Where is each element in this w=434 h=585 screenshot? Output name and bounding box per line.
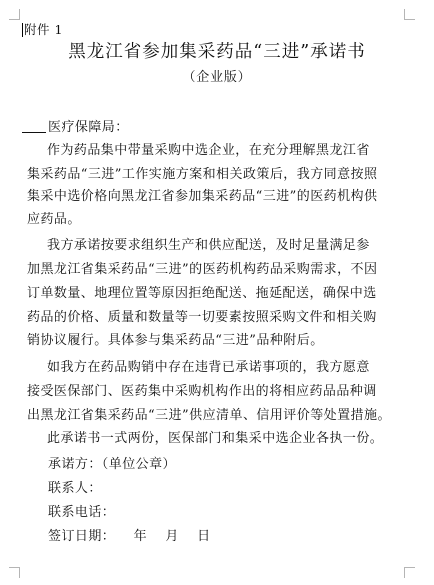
text-cursor [22,23,23,37]
page-corner-mark-bottom-right [404,567,415,578]
signature-promiser: 承诺方：（单位公章） [48,457,177,472]
paragraph-3-line-3: 出黑龙江省集采药品“三进”供应清单、信用评价等处置措施。 [27,408,391,423]
addressee: 医疗保障局： [48,120,129,135]
paragraph-1-line-2: 集采药品“三进”工作实施方案和相关政策后，我方同意按照 [27,167,378,182]
page-corner-mark-top-right [404,9,415,20]
paragraph-1-line-1: 作为药品集中带量采购中选企业，在充分理解黑龙江省 [47,143,370,158]
attachment-label: 附件 1 [24,22,63,37]
paragraph-3-line-1: 如我方在药品购销中存在违背已承诺事项的，我方愿意 [47,360,370,375]
page-corner-mark-top-left [9,9,20,20]
paragraph-2-line-2: 加黑龙江省集采药品“三进”的医药机构药品采购需求，不因 [27,262,378,277]
signature-contact: 联系人： [48,481,102,496]
paragraph-3-line-2: 接受医保部门、医药集中采购机构作出的将相应药品品种调 [27,384,377,399]
document-subtitle: （企业版） [182,70,252,85]
paragraph-2-line-5: 销协议履行。具体参与集采药品“三进”品种附后。 [27,333,324,348]
paragraph-1-line-4: 应药品。 [27,212,81,227]
paragraph-4-line-1: 此承诺书一式两份，医保部门和集采中选企业各执一份。 [47,431,384,446]
paragraph-1-line-3: 集采中选价格向黑龙江省参加集采药品“三进”的医药机构供 [27,189,378,204]
paragraph-2-line-4: 药品的价格、质量和数量等一切要素按照采购文件和相关购 [27,310,377,325]
signature-date: 签订日期： 年 月 日 [48,529,211,544]
signature-phone: 联系电话： [48,505,116,520]
paragraph-2-line-1: 我方承诺按要求组织生产和供应配送，及时足量满足参 [47,238,370,253]
page-corner-mark-bottom-left [9,567,20,578]
addressee-blank-line [22,132,46,133]
document-title: 黑龙江省参加集采药品“三进”承诺书 [68,42,366,62]
paragraph-2-line-3: 订单数量、地理位置等原因拒绝配送、拖延配送，确保中选 [27,286,377,301]
